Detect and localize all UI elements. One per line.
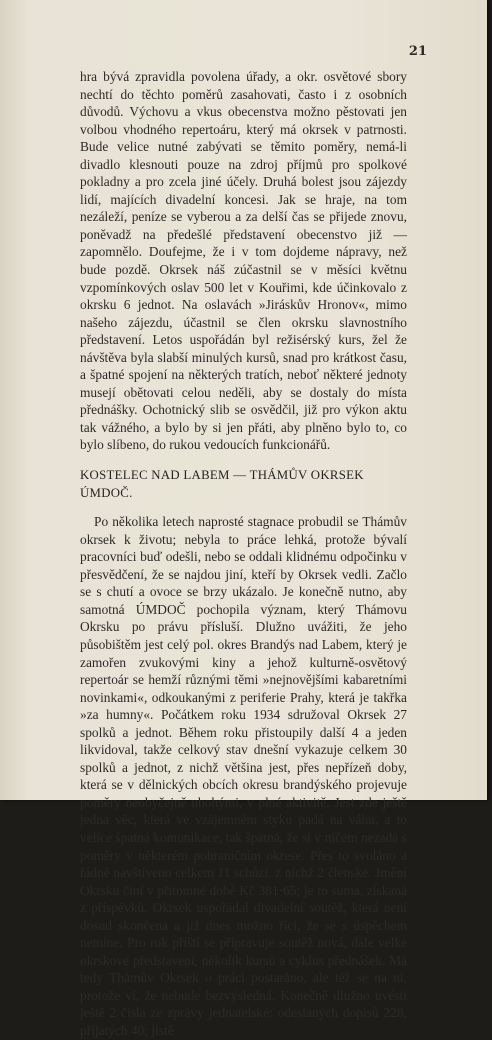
section-heading: KOSTELEC NAD LABEM — THÁMŮV OKRSEK ÚMDOČ. — [80, 468, 364, 500]
paragraph-continuation: hra bývá zpravidla povolena úřady, a okr. osvětové sbory nechtí do těchto poměrů zasahovati, často i z osobních důvodů. Výchovu a vkus obecenstva možno pěstovati jen volbou vhodného repertoáru, který má okrsek v patrnosti. Bude velice nutné zabývati se těmito poměry, nemá-li divadlo klesnouti pouze na zdroj příjmů pro spolkové pokladny a pro zcela jiné účely. Druhá bolest jsou zájezdy lidí, majících divadelní koncesi. Jak se hraje, na tom nezáleží, peníze se vyberou a za delší čas se přijede znovu, poněvadž na předešlé představení obecenstvo již — zapomnělo. Doufejme, že i v tom dojdeme nápravy, než bude pozdě. Okrsek náš zúčastnil se v měsíci květnu vzpomínkových oslav 500 let v Kouřimi, kde účinkovalo z okrsku 6 jednot. Na oslavách »Jiráskův Hronov«, mimo našeho zájezdu, účastnil se člen okrsku slavnostního představení. Letos uspořádán byl režisérský kurs, žel že návštěva byla slabší minulých kursů, snad pro krátkost času, a špatné spojení na některých tratích, neboť některé jednoty musejí obětovati celou neděli, aby se dostaly do místa přednášky. Ochotnický slib se osvědčil, již pro výkon aktu tak vážného, a bylo by si jen přáti, aby plněno bylo to, co bylo slíbeno, do rukou vedoucích funkcionářů. — [80, 69, 407, 453]
page-number: 21 — [408, 44, 427, 59]
page-text-column — [80, 68, 407, 1040]
paragraph-section-body: Po několika letech naprosté stagnace probudil se Thámův okrsek k životu; nebyla to práce lehká, protože bývalí pracovníci buď odešli, nebo se oddali klidnému odpočinku v přesvědčení, že se najdou jiní, kteří by Okrsek vedli. Začlo se s chutí a ovoce se brzy ukázalo. Je konečně nutno, aby samotná ÚMDOČ pochopila význam, který Thámovu Okrsku po právu přísluší. Dlužno uvážiti, že jeho působištěm jest celý pol. okres Brandýs nad Labem, který je zamořen zvukovými kiny a jehož kulturně-osvětový repertoár se hemží různými těmi »nejnovějšími kabaretními novinkami«, odkoukanými z periferie Prahy, která je takřka »za humny«. Počátkem roku 1934 sdružoval Okrsek 27 spolků a jednot. Během roku přistoupily další 4 a jeden likvidoval, takže celkový stav dnešní vykazuje celkem 30 spolků a jednot, z nichž většina jest, přes nepřízeň doby, která se v dělnických obcích okresu brandýského projevuje poměry neobyčejně ubohými, v plné aktivitě. Jest zde ještě jedna věc, která ve vzájemném styku padá na váhu, a to velice špatná komunikace, tak špatná, že si v ničem nezadá s poměry v některém pohraničním okrese. Přes to svoláno a řádně navštíveno celkem 11 schůzí, z nichž 2 členské. Jmění Okrsku činí v přítomné době Kč 381·65; je to suma, získaná z příspěvků. Okrsek uspořádal divadelní soutěž, která není dosud skončena a již dnes možno říci, že se s úspěchem nemine. Pro rok příští se připravuje soutěž nová, dále velké okrskové představení, několik kursů a cyklus přednášek. Má tedy Thámův Okrsek o práci postaráno, ale též se na ni, protože ví, že nebude bezvýsledná. Konečně dlužno uvésti ještě 2 čísla ze zprávy jednatelské: odeslaných dopisů 228, přijatých 40; jistě — [80, 514, 407, 1038]
